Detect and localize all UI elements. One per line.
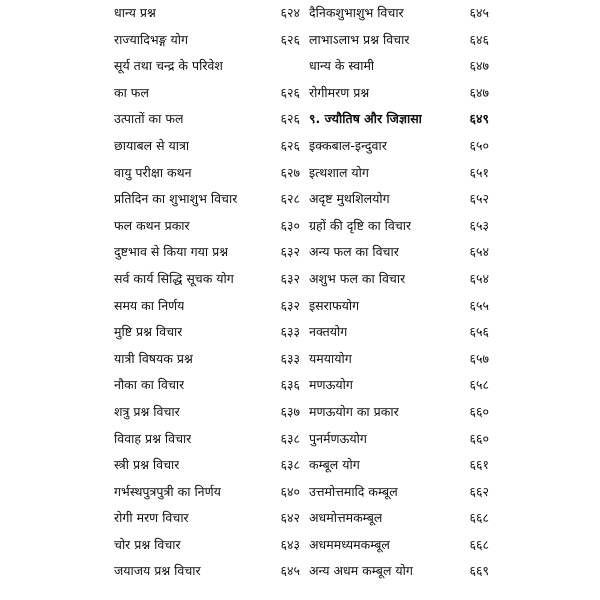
toc-entry-title: धान्य प्रश्न	[114, 5, 156, 20]
toc-entry	[114, 27, 300, 54]
toc-entry	[309, 239, 489, 266]
toc-entry	[309, 532, 489, 559]
toc-entry-page: ६५५	[469, 297, 489, 313]
toc-entry-page: ६६०	[469, 430, 489, 446]
toc-entry-title: गर्भस्थपुत्रपुत्री का निर्णय	[114, 483, 221, 499]
toc-entry	[309, 266, 489, 293]
toc-left-column	[114, 0, 300, 585]
toc-entry-page: ६४२	[280, 510, 300, 526]
toc-entry-title: रोगीमरण प्रश्न	[309, 84, 370, 100]
toc-entry-page: ६३२	[280, 270, 300, 286]
toc-entry-page: ६६२	[469, 483, 489, 499]
toc-entry-page: ६४०	[280, 483, 300, 499]
toc-entry-title: उत्पातों का फल	[114, 111, 184, 127]
toc-entry-page: ६२७	[280, 164, 300, 180]
toc-entry-title: समय का निर्णय	[114, 297, 185, 313]
toc-entry-title: धान्य के स्वामी	[309, 58, 375, 74]
toc-entry	[309, 372, 489, 399]
toc-entry	[114, 53, 300, 80]
toc-entry	[309, 27, 489, 54]
toc-entry-page: ६६९	[469, 563, 489, 579]
toc-entry-title: मणऊयोग	[309, 377, 353, 393]
toc-entry-page: ६३२	[280, 244, 300, 260]
toc-entry-title: मुष्टि प्रश्न विचार	[114, 324, 183, 340]
toc-entry	[309, 399, 489, 426]
toc-entry-page: ६३०	[280, 217, 300, 233]
toc-entry-title: इत्थशाल योग	[309, 164, 369, 180]
toc-entry-title: प्रतिदिन का शुभाशुभ विचार	[114, 191, 238, 207]
toc-entry-page: ६३८	[280, 457, 300, 473]
toc-entry-title: अधमोत्तमकम्बूल	[309, 510, 383, 526]
toc-entry-page: ६३२	[280, 297, 300, 313]
toc-entry-title: अशुभ फल का विचार	[309, 270, 406, 286]
toc-entry-title: छायाबल से यात्रा	[114, 137, 190, 153]
toc-entry	[114, 0, 300, 27]
toc-entry-title: पुनर्मणऊयोग	[309, 430, 367, 446]
toc-entry-title: रोगी मरण विचार	[114, 510, 189, 526]
toc-entry	[114, 319, 300, 346]
toc-entry	[114, 399, 300, 426]
toc-entry-page: ६५४	[469, 244, 489, 260]
toc-entry-title: सूर्य तथा चन्द्र के परिवेश	[114, 58, 223, 74]
toc-entry	[114, 186, 300, 213]
toc-entry	[114, 239, 300, 266]
toc-entry	[309, 186, 489, 213]
toc-entry-title: लाभाऽलाभ प्रश्न विचार	[309, 31, 410, 47]
toc-entry-page: ६४९	[469, 111, 489, 127]
toc-entry-page: ६२६	[280, 137, 300, 153]
toc-entry-title: ९. ज्यौतिष और जिज्ञासा	[309, 111, 422, 127]
toc-entry-title: सर्व कार्य सिद्धि सूचक योग	[114, 270, 234, 286]
toc-entry-title: अदृष्ट मुथशिलयोग	[309, 191, 390, 207]
toc-entry	[114, 213, 300, 240]
toc-entry	[114, 266, 300, 293]
toc-entry	[309, 346, 489, 373]
toc-entry	[114, 133, 300, 160]
toc-entry-title: अधममध्यमकम्बूल	[309, 536, 390, 552]
toc-entry	[309, 53, 489, 80]
toc-entry-title: अन्य अधम कम्बूल योग	[309, 563, 413, 579]
toc-entry-page: ६४५	[469, 5, 489, 20]
toc-entry	[114, 426, 300, 453]
toc-entry-title: इसराफयोग	[309, 297, 360, 313]
toc-entry-page: ६३७	[280, 403, 300, 419]
toc-entry-page: ६५१	[469, 164, 489, 180]
toc-entry-page: ६३३	[280, 350, 300, 366]
toc-entry	[114, 479, 300, 506]
toc-entry-page: ६४७	[469, 84, 489, 100]
toc-entry	[309, 319, 489, 346]
toc-entry-title: विवाह प्रश्न विचार	[114, 430, 192, 446]
toc-entry	[114, 346, 300, 373]
toc-entry-title: दुष्टभाव से किया गया प्रश्न	[114, 244, 229, 260]
toc-entry-title: राज्यादिभङ्ग योग	[114, 31, 189, 47]
toc-entry	[114, 160, 300, 187]
toc-entry-page: ६५२	[469, 191, 489, 207]
toc-entry-page: ६३८	[280, 430, 300, 446]
toc-entry-page: ६५३	[469, 217, 489, 233]
toc-entry-title: फल कथन प्रकार	[114, 217, 190, 233]
toc-entry	[114, 372, 300, 399]
toc-entry-title: वायु परीक्षा कथन	[114, 164, 192, 180]
toc-entry-title: जयाजय प्रश्न विचार	[114, 563, 201, 579]
toc-entry	[114, 532, 300, 559]
toc-entry-page: ६५६	[469, 324, 489, 340]
toc-entry-title: चोर प्रश्न विचार	[114, 536, 181, 552]
toc-entry	[309, 426, 489, 453]
toc-entry-title: यमयायोग	[309, 350, 352, 366]
toc-entry-page: ६४३	[280, 536, 300, 552]
toc-entry-title: यात्री विषयक प्रश्न	[114, 350, 193, 366]
toc-entry-page: ६६१	[469, 457, 489, 473]
toc-entry	[114, 80, 300, 107]
toc-entry-title: अन्य फल का विचार	[309, 244, 399, 260]
toc-entry	[114, 505, 300, 532]
toc-entry	[309, 452, 489, 479]
toc-entry	[309, 106, 489, 133]
toc-entry-page: ६६८	[469, 510, 489, 526]
toc-entry	[114, 452, 300, 479]
toc-entry-title: दैनिकशुभाशुभ विचार	[309, 5, 404, 20]
toc-entry-title: नक्तयोग	[309, 324, 348, 340]
toc-entry-title: स्त्री प्रश्न विचार	[114, 457, 180, 473]
toc-entry-page: ६५०	[469, 137, 489, 153]
toc-entry	[114, 106, 300, 133]
toc-entry-page: ६३६	[280, 377, 300, 393]
toc-entry-page: ६४७	[469, 58, 489, 74]
toc-entry-page: ६५७	[469, 350, 489, 366]
toc-entry-page: ६२८	[280, 191, 300, 207]
toc-entry-page: ६२६	[280, 31, 300, 47]
toc-entry-page: ६२६	[280, 111, 300, 127]
toc-entry	[309, 80, 489, 107]
toc-entry-title: का फल	[114, 84, 149, 100]
toc-entry-page: ६६०	[469, 403, 489, 419]
toc-entry	[309, 213, 489, 240]
toc-entry-page: ६५८	[469, 377, 489, 393]
toc-entry	[114, 558, 300, 585]
toc-entry	[309, 479, 489, 506]
toc-entry-page: ६३३	[280, 324, 300, 340]
toc-entry-page: ६४५	[280, 563, 300, 579]
toc-entry-title: नौका का विचार	[114, 377, 185, 393]
toc-entry-page: ६२६	[280, 84, 300, 100]
toc-entry-page: ६२४	[280, 5, 300, 20]
toc-entry	[309, 0, 489, 27]
toc-entry	[309, 160, 489, 187]
toc-entry-title: इक्कबाल-इन्दुवार	[309, 137, 387, 153]
toc-entry-page: ६५४	[469, 270, 489, 286]
toc-entry	[309, 505, 489, 532]
toc-entry	[114, 293, 300, 320]
toc-entry-title: उत्तमोत्तमादि कम्बूल	[309, 483, 398, 499]
toc-entry	[309, 133, 489, 160]
toc-entry-page: ६६८	[469, 536, 489, 552]
toc-entry-title: ग्रहों की दृष्टि का विचार	[309, 217, 412, 233]
toc-entry-page: ६४६	[469, 31, 489, 47]
toc-entry	[309, 558, 489, 585]
toc-entry-title: शत्रु प्रश्न विचार	[114, 403, 180, 419]
toc-entry-title: मणऊयोग का प्रकार	[309, 403, 399, 419]
toc-entry	[309, 293, 489, 320]
toc-entry-title: कम्बूल योग	[309, 457, 360, 473]
toc-right-column	[309, 0, 489, 585]
